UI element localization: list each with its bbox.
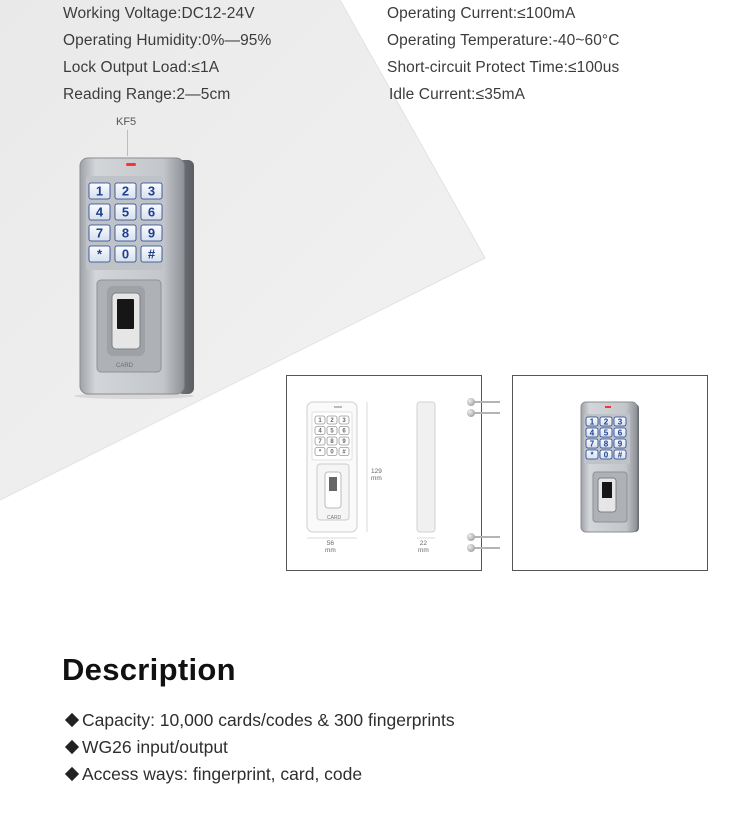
keypad-key-label: 6 (147, 204, 156, 220)
height-dimension: 129 mm (371, 468, 382, 482)
keypad-key-label: 7 (95, 225, 104, 241)
keypad-key-label: 1 (95, 183, 104, 199)
keypad-key-label: 3 (617, 417, 623, 427)
keypad-key-label: 2 (121, 183, 130, 199)
keypad-key-label: 4 (589, 428, 595, 438)
keypad-key-label: 5 (330, 428, 334, 435)
depth-dimension: 22 mm (418, 540, 429, 554)
keypad-key-label: # (147, 246, 156, 262)
description-title: Description (62, 652, 236, 687)
spec-operating-temperature: Operating Temperature:-40~60°C (387, 32, 620, 49)
keypad-key-label: 9 (147, 225, 156, 241)
mounted-device-image (513, 376, 707, 570)
keypad-key-label: 1 (589, 417, 595, 427)
dimension-drawing-box (286, 375, 482, 571)
keypad-key-label: # (617, 450, 623, 460)
spec-operating-current: Operating Current:≤100mA (387, 5, 576, 22)
spec-short-circuit-protect: Short-circuit Protect Time:≤100us (387, 59, 620, 76)
spec-lock-output-load: Lock Output Load:≤1A (63, 59, 220, 76)
description-item: WG26 input/output (64, 737, 228, 758)
keypad-key-label: 6 (617, 428, 623, 438)
keypad-key-label: * (96, 246, 103, 262)
device-card-text: CARD (116, 363, 134, 369)
diamond-bullet-icon (65, 740, 79, 754)
keypad-key-label: 8 (603, 439, 609, 449)
keypad-key-label: 3 (342, 418, 346, 425)
keypad-key-label: 7 (318, 439, 322, 446)
spec-working-voltage: Working Voltage:DC12-24V (63, 5, 255, 22)
keypad-key-label: 4 (95, 204, 104, 220)
spec-operating-humidity: Operating Humidity:0%—95% (63, 32, 272, 49)
dimension-drawing (287, 376, 481, 570)
keypad-key-label: * (318, 449, 322, 456)
keypad-key-label: 9 (342, 439, 346, 446)
spec-idle-current: Idle Current:≤35mA (389, 86, 526, 103)
keypad-key-label: * (590, 450, 594, 460)
keypad-key-label: 6 (342, 428, 346, 435)
description-item: Access ways: fingerprint, card, code (64, 764, 362, 785)
keypad-key-label: 5 (603, 428, 609, 438)
keypad-key-label: 0 (121, 246, 130, 262)
diamond-bullet-icon (65, 713, 79, 727)
spec-reading-range: Reading Range:2—5cm (63, 86, 231, 103)
keypad-key-label: # (342, 449, 346, 456)
drawing-card-text: CARD (327, 515, 342, 521)
keypad-key-label: 8 (330, 439, 334, 446)
keypad-key-label: 2 (330, 418, 334, 425)
keypad-key-label: 5 (121, 204, 130, 220)
keypad-key-label: 8 (121, 225, 130, 241)
product-image (72, 156, 202, 402)
keypad-key-label: 9 (617, 439, 623, 449)
keypad-key-label: 0 (603, 450, 609, 460)
diamond-bullet-icon (65, 767, 79, 781)
model-label-leader (127, 130, 128, 156)
mounted-device-box (512, 375, 708, 571)
description-item: Capacity: 10,000 cards/codes & 300 fingerprints (64, 710, 455, 731)
keypad-key-label: 7 (589, 439, 595, 449)
keypad-key-label: 4 (318, 428, 322, 435)
keypad-key-label: 3 (147, 183, 156, 199)
keypad-key-label: 2 (603, 417, 609, 427)
keypad-key-label: 1 (318, 418, 322, 425)
model-label: KF5 (116, 116, 137, 128)
width-dimension: 56 mm (325, 540, 336, 554)
keypad-key-label: 0 (330, 449, 334, 456)
